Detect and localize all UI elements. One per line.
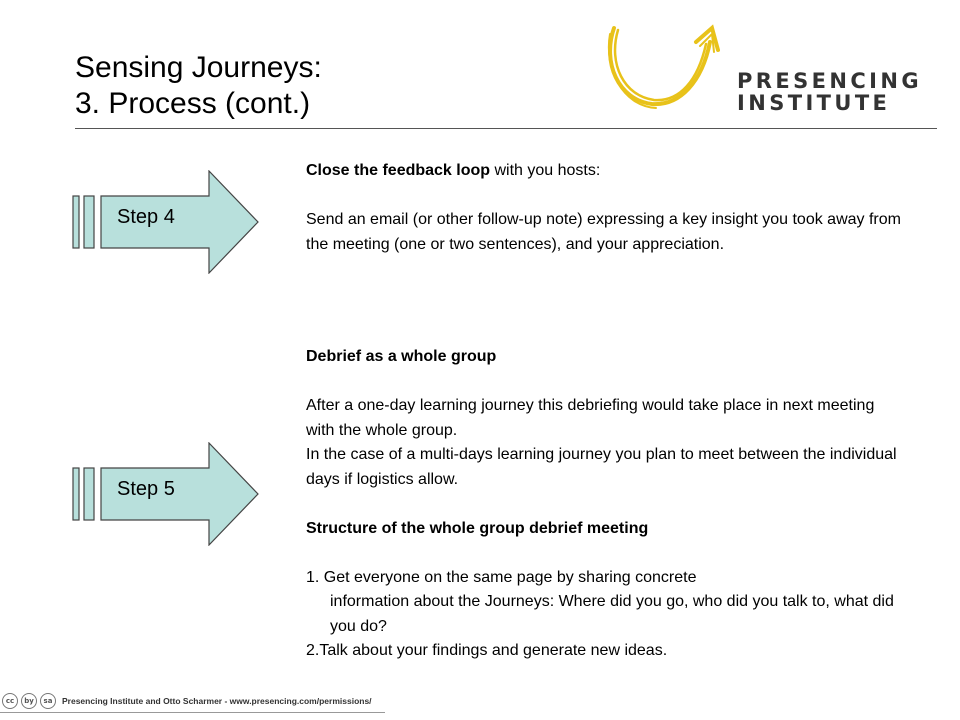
- structure-heading: Structure of the whole group debrief meeting: [306, 519, 649, 537]
- structure-item-1-cont: information about the Journeys: Where did you go, who did you talk to, what did you do?: [330, 593, 894, 635]
- footer-text: Presencing Institute and Otto Scharmer - www.presencing.com/permissions/: [62, 696, 372, 706]
- cc-icon: cc: [2, 693, 18, 709]
- slide-title-line2: 3. Process (cont.): [75, 87, 311, 120]
- step-4-arrow: [72, 170, 262, 274]
- section1-heading-bold: Close the feedback loop: [306, 162, 491, 179]
- section2-p1: After a one-day learning journey this debriefing would take place in next meeting with the whole group.: [306, 397, 875, 439]
- section-feedback-loop: [306, 159, 906, 257]
- section1-heading: [306, 159, 906, 184]
- step-4-label: Step 4: [117, 206, 175, 228]
- logo-line2: INSTITUTE: [737, 91, 891, 115]
- slide-title: [75, 50, 322, 122]
- title-divider: [75, 128, 937, 129]
- presencing-logo-icon: [600, 22, 735, 112]
- section1-heading-rest: with you hosts:: [490, 162, 601, 179]
- structure-item-1: 1. Get everyone on the same page by sharing concrete: [306, 568, 697, 586]
- cc-license-icons: [2, 693, 56, 709]
- section1-body: Send an email (or other follow-up note) expressing a key insight you took away from the meeting (one or two sentences), and your appreciation.: [306, 211, 901, 253]
- step-5-arrow: [72, 442, 262, 546]
- footer-divider: [0, 712, 385, 713]
- logo-wordmark: [737, 70, 922, 114]
- slide-title-line1: Sensing Journeys:: [75, 51, 322, 84]
- structure-item-2: 2.Talk about your findings and generate new ideas.: [306, 642, 668, 659]
- step-5-label: Step 5: [117, 478, 175, 500]
- by-icon: by: [21, 693, 37, 709]
- section2-heading: Debrief as a whole group: [306, 348, 497, 365]
- logo-line1: PRESENCING: [737, 69, 922, 93]
- sa-icon: sa: [40, 693, 56, 709]
- license-footer: [0, 688, 390, 718]
- section2-p2: In the case of a multi-days learning journey you plan to meet between the individual days if logistics allow.: [306, 446, 897, 488]
- section-debrief: [306, 345, 906, 664]
